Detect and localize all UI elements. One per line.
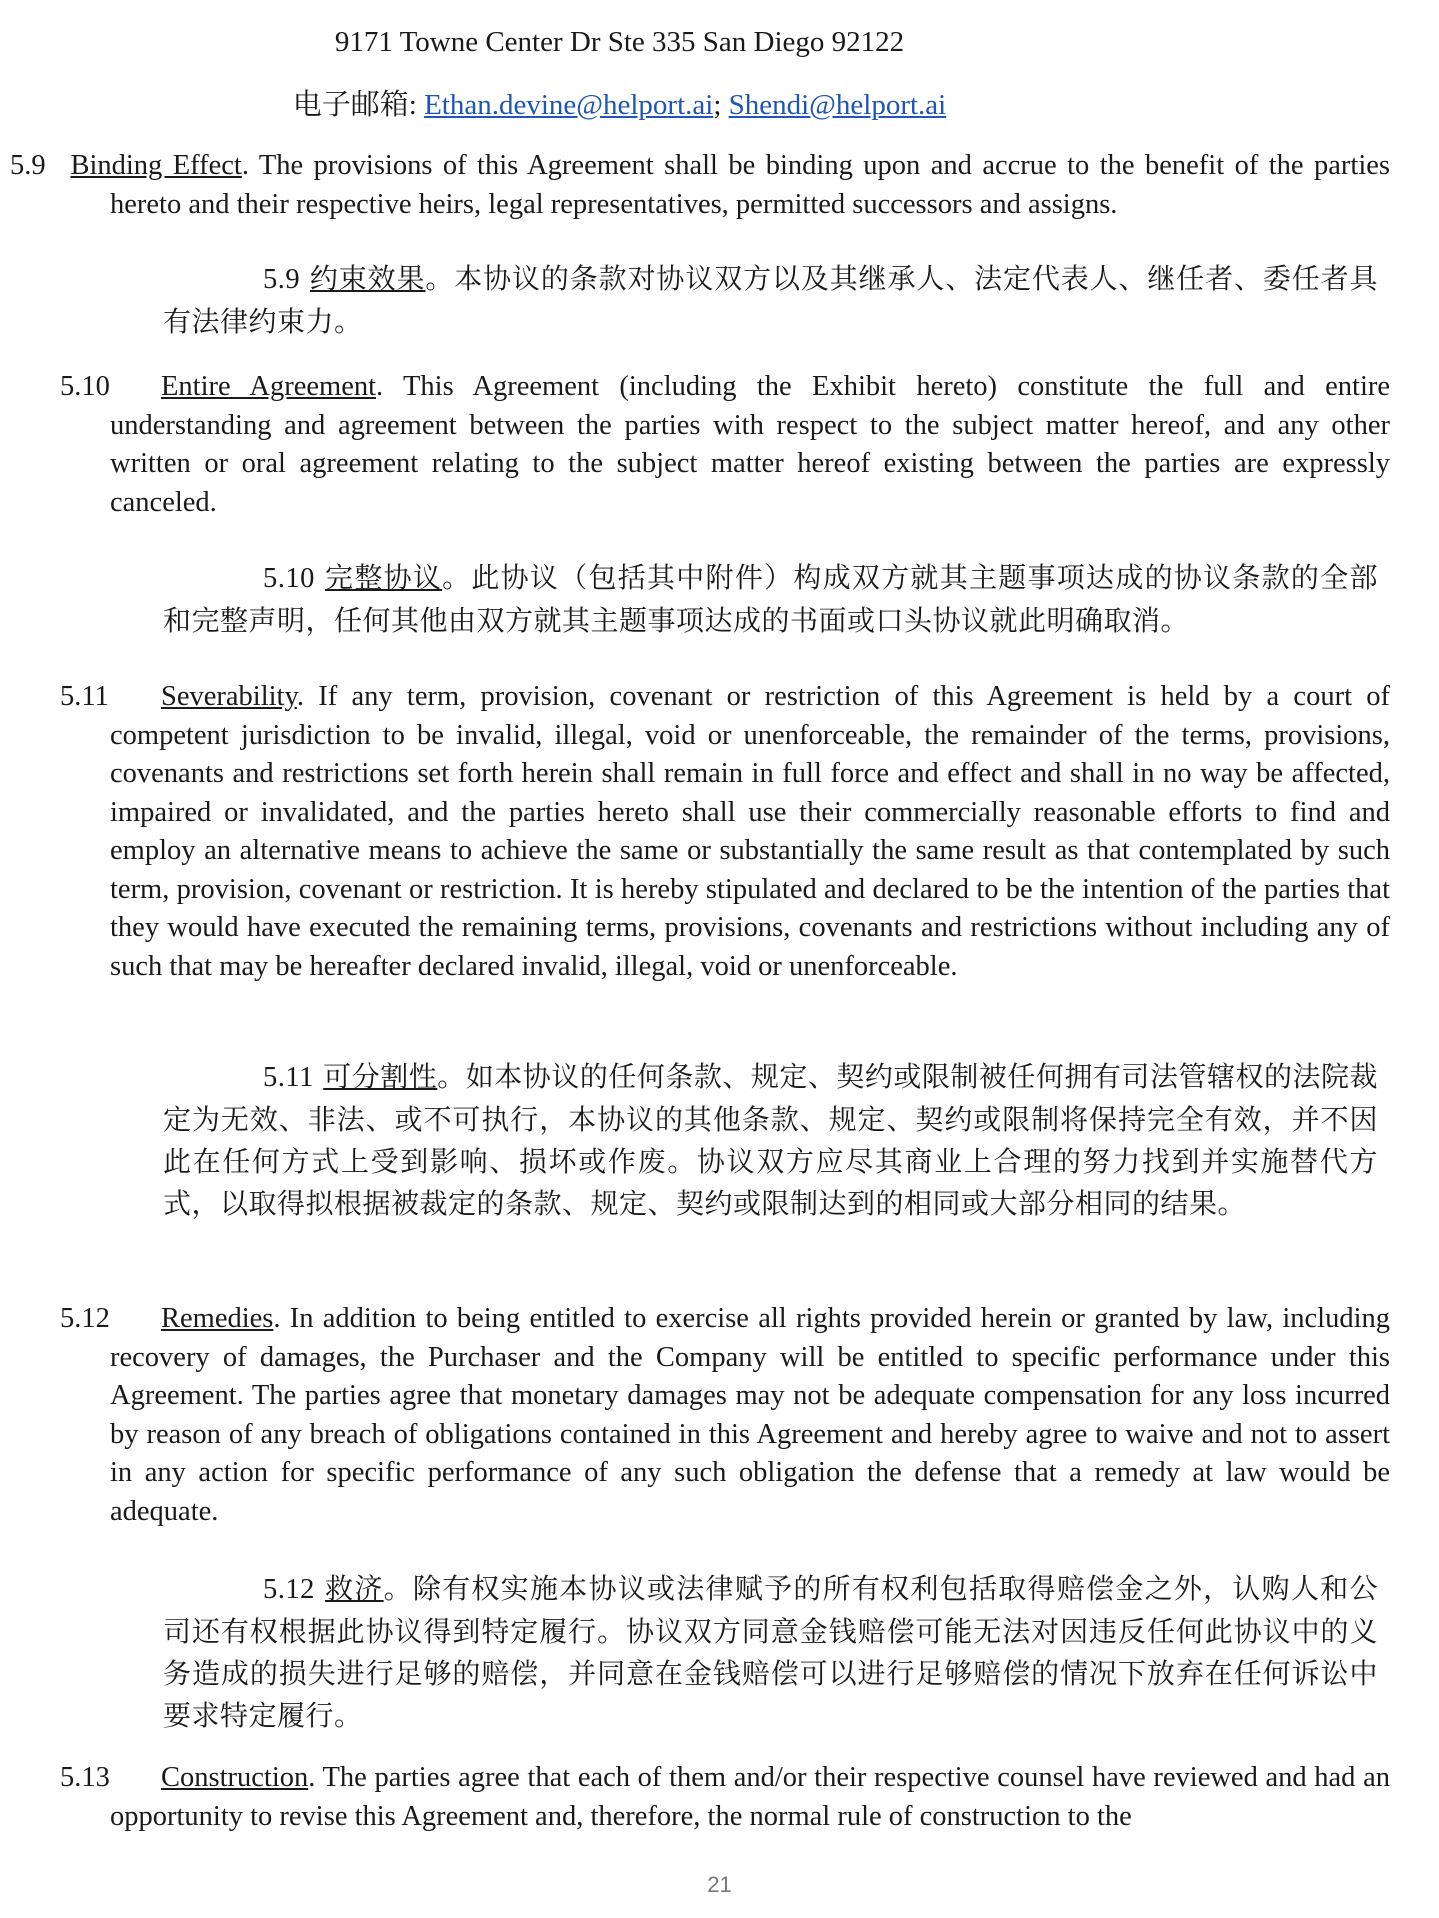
section-5-10-zh <box>163 557 1378 642</box>
header-email-line <box>0 87 1339 123</box>
zh-section-heading: 约束效果 <box>309 262 426 295</box>
section-number: 5.12 <box>60 1303 110 1334</box>
zh-section-text: 。如本协议的任何条款、规定、契约或限制被任何拥有司法管辖权的法院裁定为无效、非法、或不可执行，本协议的其他条款、规定、契约或限制将保持完全有效，并不因此在任何方式上受到影响、损坏或作废。协议双方应尽其商业上合理的努力找到并实施替代方式，以取得拟根据被裁定的条款、规定、契约或限制达到的相同或大部分相同的结果。 <box>163 1060 1378 1220</box>
section-5-9-zh <box>163 258 1378 343</box>
section-5-11-en <box>60 678 1390 986</box>
section-text: . If any term, provision, covenant or restriction of this Agreement is held by a court of competent jurisdiction to be invalid, illegal, void or unenforceable, the remainder of the terms, provisions, covenants and restrictions set forth herein shall remain in full force and effect and shall in no way be affected, impaired or invalidated, and the parties hereto shall use their commercially reasonable efforts to find and employ an alternative means to achieve the same or substantially the same result as that contemplated by such term, provision, covenant or restriction. It is hereby stipulated and declared to be the intention of the parties that they would have executed the remaining terms, provisions, covenants and restrictions without including any of such that may be hereafter declared invalid, illegal, void or unenforceable. <box>110 681 1390 982</box>
zh-section-number: 5.9 <box>263 264 301 295</box>
section-text: . The parties agree that each of them and/or their respective counsel have reviewed and had an opportunity to revise this Agreement and, therefore, the normal rule of construction to the <box>110 1762 1390 1832</box>
section-body: 5.9 Binding Effect. The provisions of this Agreement shall be binding upon and accrue to the benefit of the parties hereto and their respective heirs, legal representatives, permitted successors and assigns. <box>10 150 1390 220</box>
section-5-9-en <box>10 147 1390 224</box>
zh-section-text: 。本协议的条款对协议双方以及其继承人、法定代表人、继任者、委任者具有法律约束力。 <box>163 262 1378 338</box>
section-5-12-en <box>60 1300 1390 1531</box>
zh-section-heading: 可分割性 <box>323 1060 438 1093</box>
section-body <box>60 1759 1390 1836</box>
email-separator: ; <box>713 89 729 121</box>
section-text: . The provisions of this Agreement shall be binding upon and accrue to the benefit of the parties hereto and their respective heirs, legal representatives, permitted successors and assigns. <box>110 150 1390 220</box>
section-5-10-en <box>60 368 1390 522</box>
section-text: . In addition to being entitled to exercise all rights provided herein or granted by law, including recovery of damages, the Purchaser and the Company will be entitled to specific performance under this Agreement. The parties agree that monetary damages may not be adequate compensation for any loss incurred by reason of any breach of obligations contained in this Agreement and hereby agree to waive and not to assert in any action for specific performance of any such obligation the defense that a remedy at law would be adequate. <box>110 1303 1390 1527</box>
section-body <box>60 678 1390 986</box>
zh-section-text: 。除有权实施本协议或法律赋予的所有权利包括取得赔偿金之外，认购人和公司还有权根据此协议得到特定履行。协议双方同意金钱赔偿可能无法对因违反任何此协议中的义务造成的损失进行足够的赔偿，并同意在金钱赔偿可以进行足够赔偿的情况下放弃在任何诉讼中要求特定履行。 <box>163 1572 1378 1732</box>
section-heading: Severability <box>161 681 297 712</box>
section-body <box>60 1300 1390 1531</box>
section-number: 5.10 <box>60 371 110 402</box>
zh-section-text: 。此协议（包括其中附件）构成双方就其主题事项达成的协议条款的全部和完整声明，任何其他由双方就其主题事项达成的书面或口头协议就此明确取消。 <box>163 561 1378 637</box>
zh-section-heading: 完整协议 <box>325 561 443 594</box>
section-body <box>60 368 1390 522</box>
zh-section-number: 5.11 <box>263 1062 314 1093</box>
page-number: 21 <box>707 1872 732 1897</box>
section-number: 5.13 <box>60 1762 110 1793</box>
section-text: . This Agreement (including the Exhibit hereto) constitute the full and entire understanding and agreement between the parties with respect to the subject matter hereof, and any other written or oral agreement relating to the subject matter hereof existing between the parties are expressly canceled. <box>110 371 1391 518</box>
email-label: 电子邮箱: <box>292 89 425 121</box>
section-5-11-zh <box>163 1056 1378 1225</box>
section-heading: Entire Agreement <box>161 371 377 402</box>
section-heading: Construction <box>161 1762 309 1793</box>
section-5-13-en <box>60 1759 1390 1836</box>
email-link-ethan[interactable]: Ethan.devine@helport.ai <box>424 89 714 121</box>
section-heading: Remedies <box>161 1303 274 1334</box>
zh-section-number: 5.12 <box>263 1574 315 1605</box>
section-5-12-zh <box>163 1568 1378 1737</box>
section-number: 5.11 <box>60 681 109 712</box>
zh-section-number: 5.10 <box>263 563 315 594</box>
section-heading: Binding Effect <box>70 150 242 181</box>
zh-section-heading: 救济 <box>325 1572 384 1605</box>
header-address: 9171 Towne Center Dr Ste 335 San Diego 92122 <box>334 26 905 58</box>
email-link-shendi[interactable]: Shendi@helport.ai <box>728 89 947 121</box>
